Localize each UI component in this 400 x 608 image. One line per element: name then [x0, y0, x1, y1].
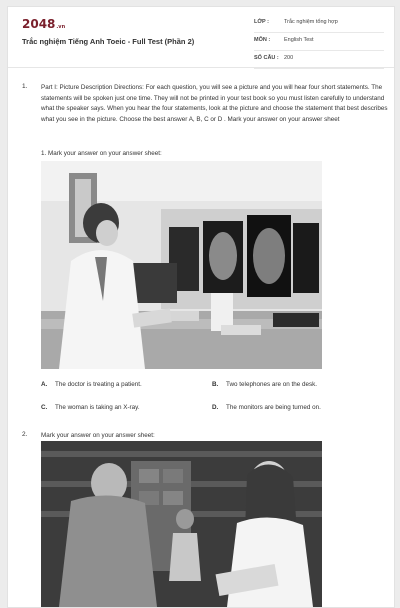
exam-header: [8, 7, 394, 68]
question-number: 1.: [22, 83, 28, 90]
exam-sheet: [7, 6, 395, 608]
option-b[interactable]: B. Two telephones are on the desk.: [212, 381, 318, 388]
meta-class: LỚP : Trắc nghiệm tổng hợp: [254, 15, 384, 33]
option-d[interactable]: D. The monitors are being turned on.: [212, 404, 321, 411]
exam-title: Trắc nghiệm Tiếng Anh Toeic - Full Test (Phần 2): [22, 37, 195, 46]
question-prompt: Mark your answer on your answer sheet:: [41, 432, 155, 439]
question-prompt: 1. Mark your answer on your answer sheet:: [41, 150, 162, 157]
option-c[interactable]: C. The woman is taking an X-ray.: [41, 404, 140, 411]
site-logo[interactable]: 2048.vn: [22, 17, 66, 31]
option-a[interactable]: A. The doctor is treating a patient.: [41, 381, 142, 388]
question-directions: Part I: Picture Description Directions: For each question, you will see a picture and you will hear four short statements. The statements will be spoken just one time. They will not be printed in your test book so you must listen carefully to understand what the speaker says. When you hear the four statements, look at the picture and choose the statement that best describes what you see in the picture. Choose the best answer A, B, C or D . Mark your answer on your answer sheet: [41, 84, 388, 123]
meta-question-count: SỐ CÂU : 200: [254, 51, 384, 69]
question-1-photo: [41, 161, 322, 369]
exam-meta: [254, 15, 384, 69]
question-number: 2.: [22, 431, 28, 438]
meta-subject: MÔN : English Test: [254, 33, 384, 51]
question-2-photo: [41, 441, 322, 607]
